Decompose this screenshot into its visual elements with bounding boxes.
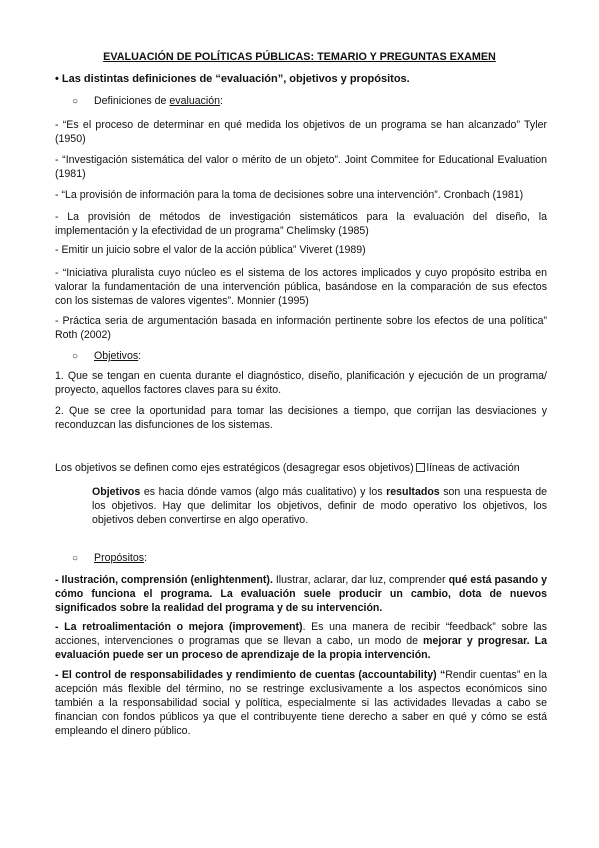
circle-bullet-icon: ○ (72, 96, 79, 107)
definition-item: - La provisión de métodos de investigación sistemáticos para la evaluación del diseño, la implementación y la efectividad de un programa” Chelimsky (1985) (55, 211, 547, 237)
ejes-line: Los objetivos se definen como ejes estratégicos (desagregar esos objetivos) líneas de activación (55, 462, 520, 474)
definitions-heading: ○ Definiciones de evaluación: (72, 95, 223, 107)
main-bullet: • Las distintas definiciones de “evaluación”, objetivos y propósitos. (55, 73, 410, 85)
objetivos-heading: ○ Objetivos: (72, 350, 142, 362)
objetivos-note: Objetivos es hacia dónde vamos (algo más cualitativo) y los resultados son una respuesta de los objetivos. Hay que delimitar los objetivos, definir de modo operativo los objetivos, los objetivos deben convertirse en algo operativo. (92, 486, 547, 526)
proposito-item: - La retroalimentación o mejora (improvement). Es una manera de recibir “feedback” sobre las acciones, intervenciones o programas que se llevan a cabo, un modo de mejorar y progresar. La evaluación puede ser un proceso de aprendizaje de la propia intervención. (55, 621, 547, 661)
objetivo-item: 2. Que se cree la oportunidad para tomar las decisiones a tiempo, que corrijan las desviaciones y reconduzcan las disfunciones de los sistemas. (55, 405, 547, 431)
proposito-item: - Ilustración, comprensión (enlightenment). Ilustrar, aclarar, dar luz, comprender qué está pasando y cómo funciona el programa. La evaluación suele producir un cambio, dota de nuevos significados sobre la realidad del programa y de su intervención. (55, 574, 547, 614)
propositos-heading: ○ Propósitos: (72, 552, 148, 564)
document-title: EVALUACIÓN DE POLÍTICAS PÚBLICAS: TEMARIO Y PREGUNTAS EXAMEN (103, 51, 496, 63)
definition-item: - “Es el proceso de determinar en qué medida los objetivos de un programa se han alcanzado” Tyler (1950) (55, 119, 547, 145)
definition-item: - “Iniciativa pluralista cuyo núcleo es el sistema de los actores implicados y cuyo propósito estriba en valorar la fundamentación de una intervención pública, basándose en la comparación de sus efectos con los sistemas de valores vigentes”. Monnier (1995) (55, 267, 547, 307)
circle-bullet-icon: ○ (72, 351, 79, 362)
arrow-box-icon (416, 463, 425, 472)
definition-item: - “La provisión de información para la toma de decisiones sobre una intervención”. Cronbach (1981) (55, 189, 524, 201)
definition-item: - “Investigación sistemática del valor o mérito de un objeto”. Joint Commitee for Educational Evaluation (1981) (55, 154, 547, 180)
definition-item: - Emitir un juicio sobre el valor de la acción pública” Viveret (1989) (55, 244, 366, 256)
proposito-item: - El control de responsabilidades y rendimiento de cuentas (accountability) “Rendir cuentas” en la acepción más flexible del término, no se restringe exclusivamente a los aspectos económicos sino también a la responsabilidad social y política, especialmente si las actividades llevadas a cabo se financian con fondos públicos ya que el contribuyente tiene derecho a saber en qué y cómo se está empleando el dinero público. (55, 669, 547, 737)
objetivo-item: 1. Que se tengan en cuenta durante el diagnóstico, diseño, planificación y ejecución de un programa/ proyecto, aquellos factores claves para su éxito. (55, 370, 547, 396)
circle-bullet-icon: ○ (72, 553, 79, 564)
definition-item: - Práctica seria de argumentación basada en información pertinente sobre los efectos de una política” Roth (2002) (55, 315, 547, 341)
